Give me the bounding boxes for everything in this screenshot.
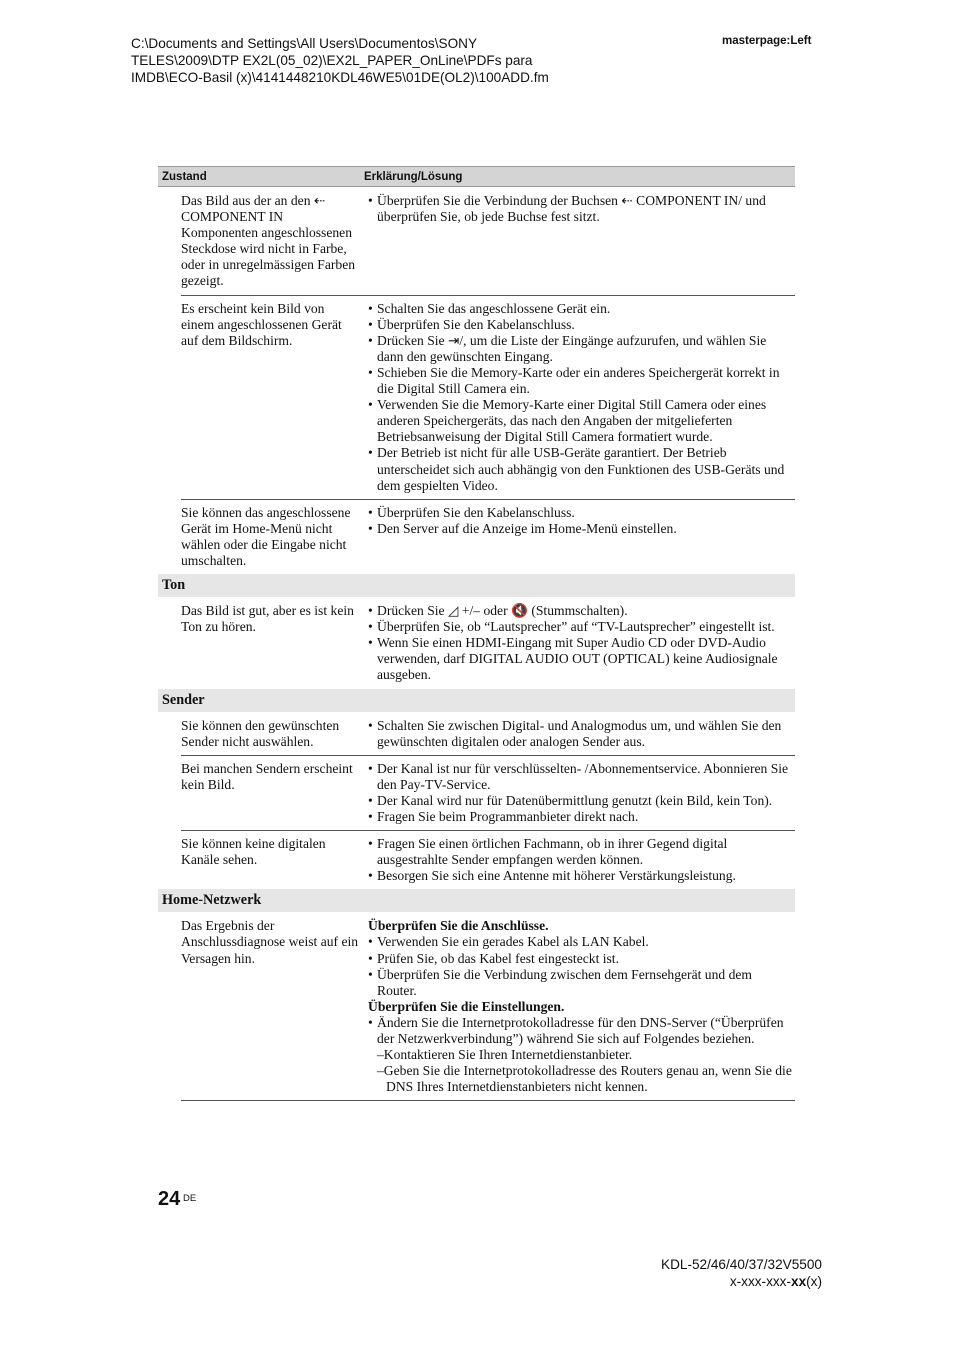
- file-path-header: [131, 35, 671, 86]
- solution-item: • Schalten Sie das angeschlossene Gerät ein.: [368, 301, 795, 317]
- symptom-cell: Es erscheint kein Bild von einem angeschlossenen Gerät auf dem Bildschirm.: [181, 300, 342, 348]
- column-header-zustand: Zustand: [162, 170, 207, 183]
- solution-item: • Schieben Sie die Memory-Karte oder ein anderes Speichergerät korrekt in die Digital Still Camera ein.: [368, 365, 795, 397]
- solution-item: • Überprüfen Sie den Kabelanschluss.: [368, 505, 795, 521]
- table-row: [181, 187, 795, 296]
- solution-item: • Der Kanal wird nur für Datenübermittlung genutzt (kein Bild, kein Ton).: [368, 793, 795, 809]
- table-row: [181, 831, 795, 889]
- solution-item: • Überprüfen Sie die Verbindung zwischen dem Fernsehgerät und dem Router.: [368, 967, 795, 999]
- document-code-prefix: x-xxx-xxx-: [729, 1274, 792, 1289]
- table-row: [181, 912, 795, 1101]
- table-row: [181, 296, 795, 500]
- column-header-loesung: Erklärung/Lösung: [364, 170, 463, 183]
- solution-cell: [365, 918, 795, 1095]
- solution-item: • Verwenden Sie ein gerades Kabel als LAN Kabel.: [368, 934, 795, 950]
- symptom-cell: Das Bild aus der an den ⇠ COMPONENT IN Komponenten angeschlossenen Steckdose wird nicht in Farbe, oder in unregelmässigen Farben gezeigt.: [181, 193, 356, 289]
- symptom-cell: Das Ergebnis der Anschlussdiagnose weist auf ein Versagen hin.: [181, 918, 359, 966]
- solution-item: • Fragen Sie einen örtlichen Fachmann, ob in ihrer Gegend digital ausgestrahlte Sender empfangen werden können.: [368, 836, 795, 868]
- solution-subheading: Überprüfen Sie die Einstellungen.: [368, 998, 565, 1014]
- document-code-suffix: (x): [806, 1274, 822, 1289]
- solution-item: • Wenn Sie einen HDMI-Eingang mit Super Audio CD oder DVD-Audio verwenden, darf DIGITAL AUDIO OUT (OPTICAL) keine Audiosignale ausgeben.: [368, 635, 795, 683]
- solution-item: • Der Kanal ist nur für verschlüsselten- /Abonnementservice. Abonnieren Sie den Pay-TV-Service.: [368, 761, 795, 793]
- solution-item: • Drücken Sie ⇥/, um die Liste der Eingänge aufzurufen, und wählen Sie dann den gewünschten Eingang.: [368, 333, 795, 365]
- solution-cell: [365, 761, 795, 825]
- page-language: DE: [183, 1193, 197, 1204]
- solution-item: • Fragen Sie beim Programmanbieter direkt nach.: [368, 809, 795, 825]
- file-path-line: IMDB\ECO-Basil (x)\4141448210KDL46WE5\01DE(OL2)\100ADD.fm: [131, 70, 549, 85]
- solution-cell: [365, 301, 795, 494]
- solution-item: • Überprüfen Sie den Kabelanschluss.: [368, 317, 795, 333]
- symptom-cell: Sie können den gewünschten Sender nicht auswählen.: [181, 717, 340, 749]
- solution-cell: [365, 505, 795, 569]
- solution-cell: [365, 193, 795, 290]
- table-header: [158, 166, 795, 187]
- document-code-bold: xx: [791, 1274, 807, 1289]
- solution-dash-item: –Kontaktieren Sie Ihren Internetdienstanbieter.: [377, 1047, 633, 1063]
- solution-dash-item: –Geben Sie die Internetprotokolladresse des Routers genau an, wenn Sie die DNS Ihres Internetdienstanbieters nicht kennen.: [377, 1063, 792, 1095]
- table-row: [181, 597, 795, 688]
- file-path-line: C:\Documents and Settings\All Users\Documentos\SONY: [131, 36, 478, 51]
- document-code: [661, 1273, 822, 1290]
- solution-item: • Drücken Sie ◿ +/– oder 🔇 (Stummschalten).: [368, 603, 795, 619]
- solution-cell: [365, 836, 795, 884]
- symptom-cell: Bei manchen Sendern erscheint kein Bild.: [181, 760, 353, 792]
- troubleshooting-table: [158, 166, 795, 1101]
- section-heading-sender: Sender: [158, 689, 795, 712]
- solution-cell: [365, 603, 795, 683]
- symptom-cell: Sie können das angeschlossene Gerät im Home-Menü nicht wählen oder die Eingabe nicht umschalten.: [181, 504, 351, 568]
- model-info: [661, 1256, 822, 1290]
- solution-item: • Überprüfen Sie, ob “Lautsprecher” auf “TV-Lautsprecher” eingestellt ist.: [368, 619, 795, 635]
- model-number: KDL-52/46/40/37/32V5500: [661, 1257, 822, 1272]
- solution-item: • Überprüfen Sie die Verbindung der Buchsen ⇠ COMPONENT IN/ und überprüfen Sie, ob jede Buchse fest sitzt.: [368, 193, 795, 225]
- file-path-line: TELES\2009\DTP EX2L(05_02)\EX2L_PAPER_OnLine\PDFs para: [131, 53, 533, 68]
- symptom-cell: Sie können keine digitalen Kanäle sehen.: [181, 836, 326, 868]
- solution-item: • Prüfen Sie, ob das Kabel fest eingesteckt ist.: [368, 951, 795, 967]
- table-row: [181, 712, 795, 756]
- solution-item: • Schalten Sie zwischen Digital- und Analogmodus um, und wählen Sie den gewünschten digitalen oder analogen Sender aus.: [368, 718, 795, 750]
- section-heading-ton: Ton: [158, 574, 795, 597]
- solution-item: • Der Betrieb ist nicht für alle USB-Geräte garantiert. Der Betrieb unterscheidet sich auch abhängig von den Funktionen des USB-Geräts und dem gespielten Video.: [368, 445, 795, 493]
- solution-item: • Verwenden Sie die Memory-Karte einer Digital Still Camera oder eines anderen Speichergeräts, das nach den Angaben der mitgelieferten Betriebsanweisung der Digital Still Camera formatiert wurde.: [368, 397, 795, 445]
- solution-item: • Ändern Sie die Internetprotokolladresse für den DNS-Server (“Überprüfen der Netzwerkverbindung”) während Sie sich auf Folgendes beziehen.: [368, 1015, 795, 1047]
- table-row: [181, 756, 795, 831]
- solution-item: • Den Server auf die Anzeige im Home-Menü einstellen.: [368, 521, 795, 537]
- solution-subheading: Überprüfen Sie die Anschlüsse.: [368, 918, 549, 934]
- symptom-cell: Das Bild ist gut, aber es ist kein Ton zu hören.: [181, 603, 354, 635]
- page-number: 24: [158, 1188, 181, 1210]
- solution-item: • Besorgen Sie sich eine Antenne mit höherer Verstärkungsleistung.: [368, 868, 795, 884]
- table-row: [181, 500, 795, 574]
- masterpage-label: masterpage:Left: [722, 35, 812, 47]
- solution-cell: [365, 718, 795, 750]
- section-heading-home-netzwerk: Home-Netzwerk: [158, 889, 795, 912]
